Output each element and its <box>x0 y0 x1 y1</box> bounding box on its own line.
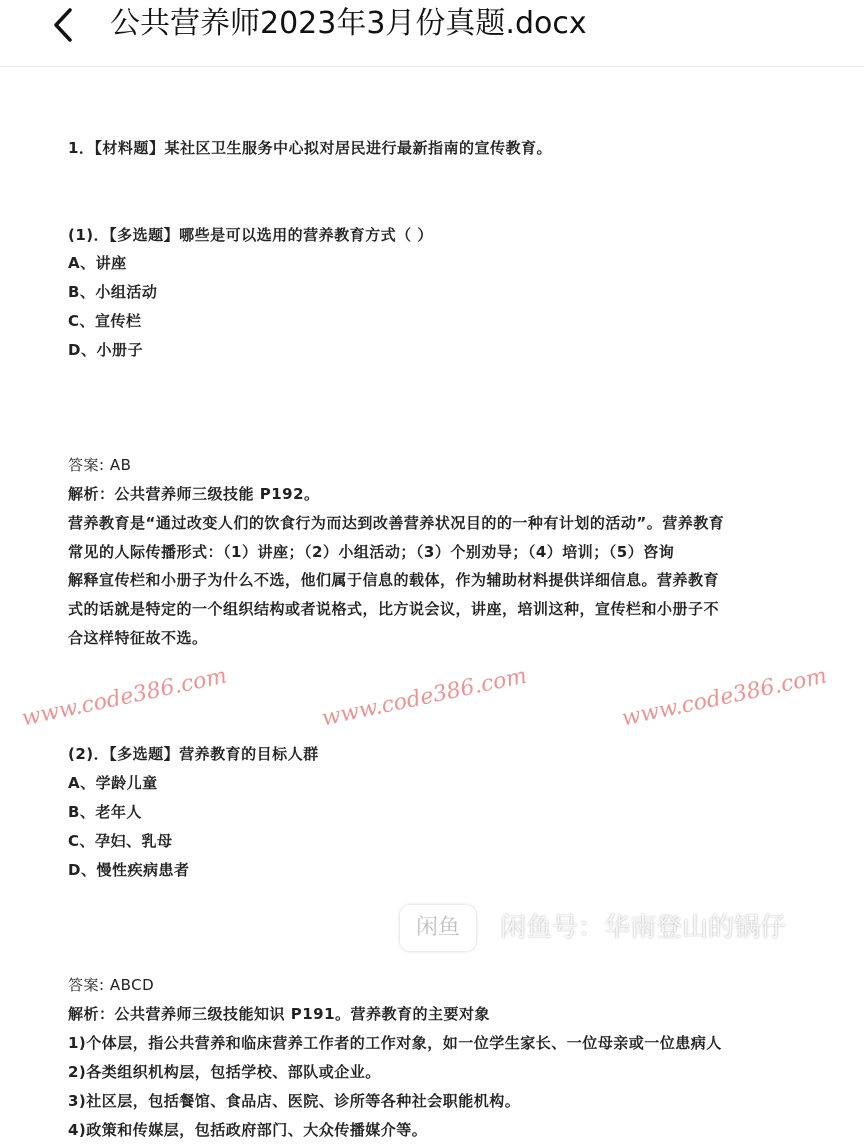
watermark: www.code386.com <box>319 663 530 732</box>
back-button[interactable] <box>44 4 84 44</box>
analysis-line: 常见的人际传播形式：（1）讲座；（2）小组活动；（3）个别劝导；（4）培训；（5）咨询 <box>68 543 675 561</box>
analysis-line: 式的话就是特定的一个组织结构或者说格式，比方说会议，讲座，培训这种，宣传栏和小册子不 <box>68 600 720 618</box>
sub-question-2: (2)．【多选题】营养教育的目标人群 <box>68 745 319 763</box>
analysis-line: 营养教育是“通过改变人们的饮食行为而达到改善营养状况目的的一种有计划的活动”。营养教育 <box>68 514 725 532</box>
analysis-line: 解析：公共营养师三级技能知识 P191。营养教育的主要对象 <box>68 1005 491 1023</box>
top-bar <box>0 0 864 67</box>
document-title: 公共营养师2023年3月份真题.docx <box>110 6 587 41</box>
option: D、慢性疾病患者 <box>68 861 190 879</box>
option: C、孕妇、乳母 <box>68 832 173 850</box>
answer: 答案: ABCD <box>68 976 155 994</box>
analysis-line: 2)各类组织机构层，包括学校、部队或企业。 <box>68 1063 381 1081</box>
sub-question-1: (1)．【多选题】哪些是可以选用的营养教育方式（ ） <box>68 226 433 244</box>
answer: 答案: AB <box>68 456 132 474</box>
analysis-line: 1)个体层，指公共营养和临床营养工作者的工作对象，如一位学生家长、一位母亲或一位患病人 <box>68 1034 722 1052</box>
option: D、小册子 <box>68 341 143 359</box>
watermark: www.code386.com <box>19 663 230 732</box>
analysis-line: 解析：公共营养师三级技能 P192。 <box>68 485 320 503</box>
xianyu-logo: 闲鱼 <box>400 905 476 951</box>
option: B、小组活动 <box>68 283 158 301</box>
analysis-line: 合这样特征故不选。 <box>68 629 208 647</box>
analysis-line: 4)政策和传媒层，包括政府部门、大众传播媒介等。 <box>68 1121 428 1139</box>
analysis-line: 3)社区层，包括餐馆、食品店、医院、诊所等各种社会职能机构。 <box>68 1092 521 1110</box>
analysis-line: 解释宣传栏和小册子为什么不选，他们属于信息的载体，作为辅助材料提供详细信息。营养教育 <box>68 571 720 589</box>
chevron-left-icon <box>44 4 84 44</box>
xianyu-watermark: 闲鱼号：华南登山的锅仔 <box>500 913 787 943</box>
question-title: 1．【材料题】某社区卫生服务中心拟对居民进行最新指南的宣传教育。 <box>68 139 552 157</box>
option: C、宣传栏 <box>68 312 142 330</box>
watermark: www.code386.com <box>619 663 830 732</box>
option: B、老年人 <box>68 803 142 821</box>
option: A、讲座 <box>68 254 127 272</box>
option: A、学龄儿童 <box>68 774 158 792</box>
